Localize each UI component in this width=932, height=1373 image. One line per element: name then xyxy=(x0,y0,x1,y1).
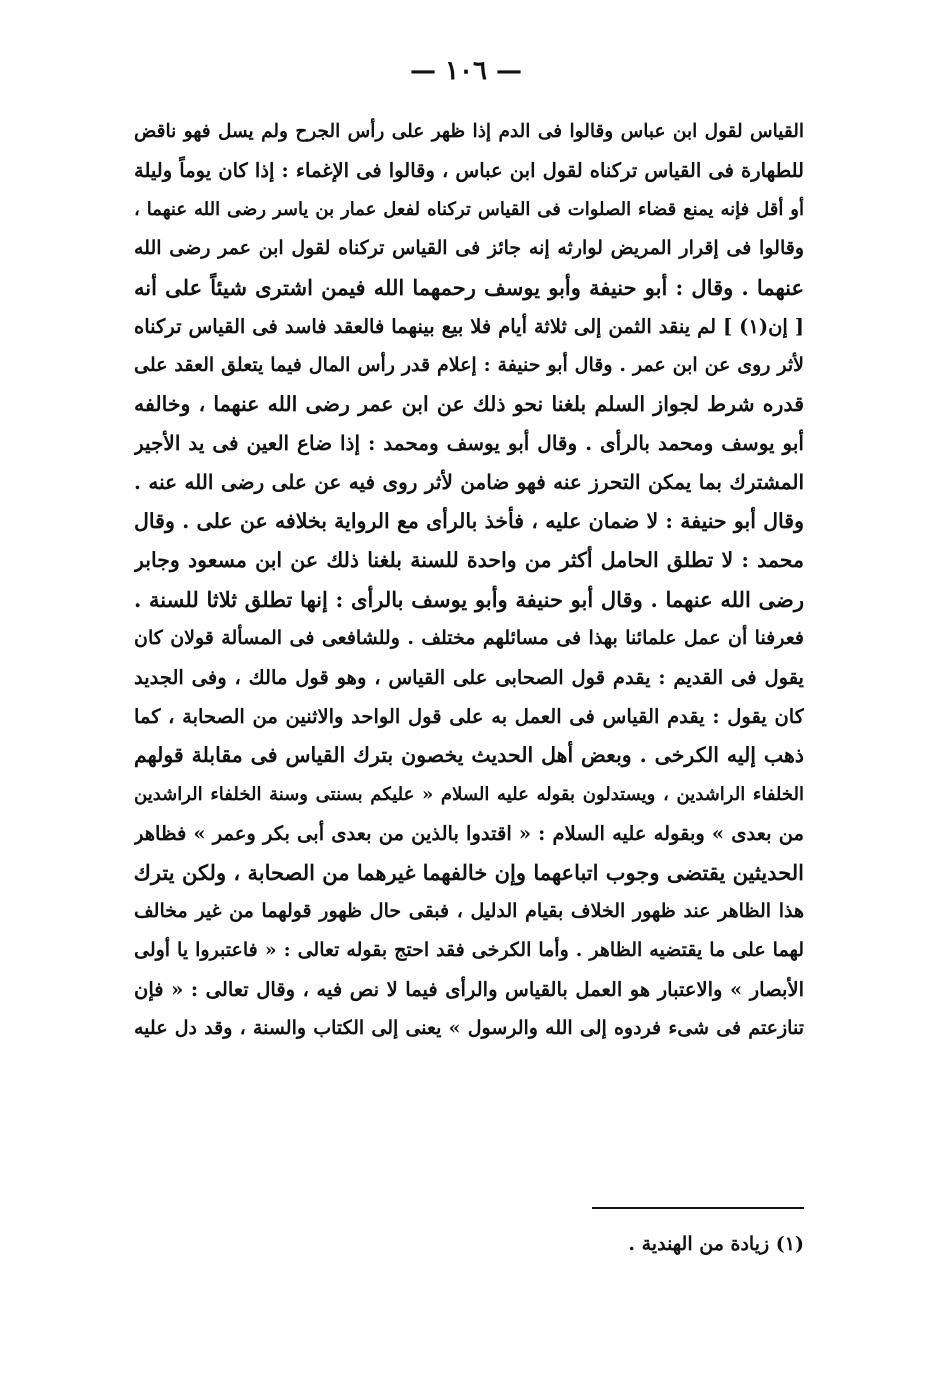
text-line: رضى الله عنهما . وقال أبو حنيفة وأبو يوسف بالرأى : إنها تطلق ثلاثا للسنة . xyxy=(134,587,804,612)
text-line: وقالوا فى إقرار المريض لوارثه إنه جائز فى القياس تركناه لقول ابن عمر رضى الله xyxy=(134,237,804,259)
text-line: قدره شرط لجواز السلم بلغنا نحو ذلك عن ابن عمر رضى الله عنهما ، وخالفه xyxy=(134,392,804,416)
text-line: وقال أبو حنيفة : لا ضمان عليه ، فأخذ بالرأى مع الرواية بخلافه عن على . وقال xyxy=(134,509,804,533)
text-line: عنهما . وقال : أبو حنيفة وأبو يوسف رحمهما الله فيمن اشترى شيئاً على أنه xyxy=(134,275,804,300)
footnote: (١) زيادة من الهندية . xyxy=(628,1233,804,1255)
text-line: للطهارة فى القياس تركناه لقول ابن عباس ، وقالوا فى الإغماء : إذا كان يوماً وليلة xyxy=(134,159,804,182)
text-line: الحديثين يقتضى وجوب اتباعهما وإن خالفهما غيرهما من الصحابة ، ولكن يترك xyxy=(134,860,804,885)
text-line: أبو يوسف ومحمد بالرأى . وقال أبو يوسف ومحمد : إذا ضاع العين فى يد الأجير xyxy=(134,431,804,455)
text-line: فعرفنا أن عمل علمائنا بهذا فى مسائلهم مختلف . وللشافعى فى المسألة قولان كان xyxy=(134,627,804,649)
text-line: الخلفاء الراشدين ، ويستدلون بقوله عليه السلام « عليكم بسنتى وسنة الخلفاء الراشدين xyxy=(134,784,804,805)
text-line: لأثر روى عن ابن عمر . وقال أبو حنيفة : إعلام قدر رأس المال فيما يتعلق العقد على xyxy=(134,354,804,376)
text-line: يقول فى القديم : يقدم قول الصحابى على القياس ، وهو قول مالك ، وفى الجديد xyxy=(134,666,804,689)
body-text xyxy=(134,112,804,1048)
text-line: كان يقول : يقدم القياس فى العمل به على قول الواحد والاثنين من الصحابة ، كما xyxy=(134,705,804,728)
text-line: القياس لقول ابن عباس وقالوا فى الدم إذا ظهر على رأس الجرح ولم يسل فهو ناقض xyxy=(134,121,804,142)
text-line: من بعدى » وبقوله عليه السلام : « اقتدوا بالذين من بعدى أبى بكر وعمر » فظاهر xyxy=(134,822,804,845)
page-number: — ١٠٦ — xyxy=(409,56,523,86)
text-line: تنازعتم فى شىء فردوه إلى الله والرسول » يعنى إلى الكتاب والسنة ، وقد دل عليه xyxy=(134,1017,804,1039)
text-line: هذا الظاهر عند ظهور الخلاف بقيام الدليل ، فبقى حال ظهور قولهما من غير مخالف xyxy=(134,900,804,922)
text-line: [ إن(١) ] لم ينقد الثمن إلى ثلاثة أيام فلا بيع بينهما فالعقد فاسد فى القياس تركناه xyxy=(134,315,804,338)
footnote-separator xyxy=(592,1207,804,1209)
text-line: ذهب إليه الكرخى . وبعض أهل الحديث يخصون بترك القياس فى مقابلة قولهم xyxy=(134,743,804,767)
text-line: محمد : لا تطلق الحامل أكثر من واحدة للسنة بلغنا ذلك عن ابن مسعود وجابر xyxy=(134,548,804,572)
text-line: لهما على ما يقتضيه الظاهر . وأما الكرخى فقد احتج بقوله تعالى : « فاعتبروا يا أولى xyxy=(134,939,804,961)
text-line: المشترك بما يمكن التحرز عنه فهو ضامن لأثر روى فيه عن على رضى الله عنه . xyxy=(134,470,804,494)
text-line: أو أقل فإنه يمنع قضاء الصلوات فى القياس تركناه لفعل عمار بن ياسر رضى الله عنهما ، xyxy=(134,199,804,220)
text-line: الأبصار » والاعتبار هو العمل بالقياس والرأى فيما لا نص فيه ، وقال تعالى : « فإن xyxy=(134,978,804,1001)
